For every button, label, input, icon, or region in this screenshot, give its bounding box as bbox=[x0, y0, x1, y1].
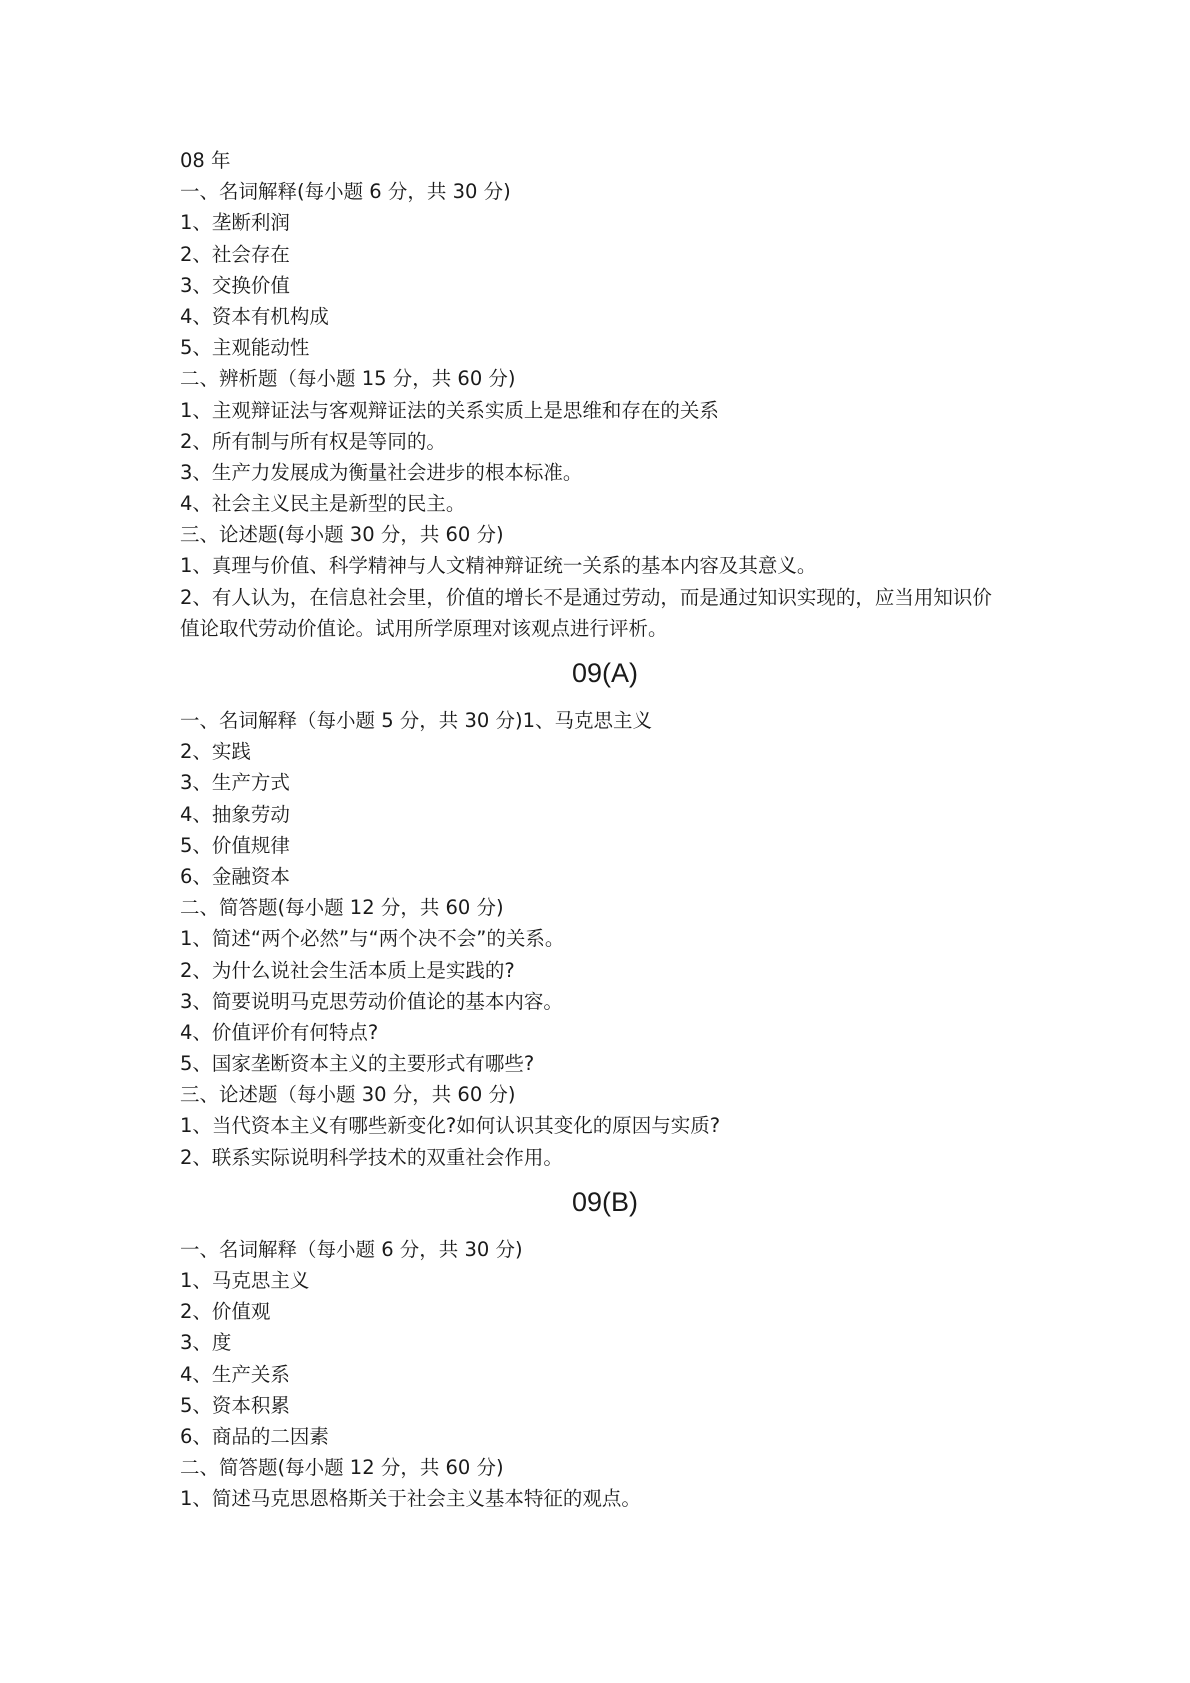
question-item: 3、生产方式 bbox=[180, 771, 290, 795]
section-title-09a: 09(A) bbox=[571, 658, 639, 689]
section-heading-terms: 一、名词解释（每小题 6 分，共 30 分) bbox=[180, 1237, 523, 1261]
question-item: 3、度 bbox=[180, 1331, 232, 1355]
document-content bbox=[180, 145, 1010, 1515]
question-item: 2、所有制与所有权是等同的。 bbox=[180, 429, 446, 453]
question-item: 5、国家垄断资本主义的主要形式有哪些? bbox=[180, 1052, 535, 1076]
question-item: 2、实践 bbox=[180, 740, 251, 764]
question-item: 2、价值观 bbox=[180, 1300, 271, 1324]
question-item: 5、主观能动性 bbox=[180, 336, 310, 360]
question-item: 1、马克思主义 bbox=[180, 1269, 310, 1293]
question-item: 4、生产关系 bbox=[180, 1362, 290, 1386]
question-item: 1、真理与价值、科学精神与人文精神辩证统一关系的基本内容及其意义。 bbox=[180, 554, 817, 578]
section-heading-essay: 三、论述题(每小题 30 分，共 60 分) bbox=[180, 523, 504, 547]
question-item: 2、有人认为，在信息社会里，价值的增长不是通过劳动，而是通过知识实现的，应当用知识价值论取代劳动价值论。试用所学原理对该观点进行评析。 bbox=[180, 585, 992, 640]
year-label-08: 08 年 bbox=[180, 149, 231, 172]
section-heading-terms: 一、名词解释（每小题 5 分，共 30 分)1、马克思主义 bbox=[180, 709, 653, 733]
question-item: 4、社会主义民主是新型的民主。 bbox=[180, 492, 466, 516]
question-item: 2、联系实际说明科学技术的双重社会作用。 bbox=[180, 1145, 563, 1169]
section-heading-essay: 三、论述题（每小题 30 分，共 60 分) bbox=[180, 1083, 516, 1107]
question-item: 4、价值评价有何特点? bbox=[180, 1020, 379, 1044]
section-heading-short-answer: 二、简答题(每小题 12 分，共 60 分) bbox=[180, 896, 504, 920]
question-item: 3、生产力发展成为衡量社会进步的根本标准。 bbox=[180, 460, 583, 484]
section-heading-analysis: 二、辨析题（每小题 15 分，共 60 分) bbox=[180, 367, 516, 391]
question-item: 4、抽象劳动 bbox=[180, 802, 290, 826]
question-item: 1、简述马克思恩格斯关于社会主义基本特征的观点。 bbox=[180, 1487, 641, 1511]
question-item: 5、资本积累 bbox=[180, 1393, 290, 1417]
question-item: 5、价值规律 bbox=[180, 833, 290, 857]
question-item: 1、主观辩证法与客观辩证法的关系实质上是思维和存在的关系 bbox=[180, 398, 719, 422]
section-heading-terms: 一、名词解释(每小题 6 分，共 30 分) bbox=[180, 180, 511, 204]
question-item: 6、金融资本 bbox=[180, 864, 290, 888]
section-heading-short-answer: 二、简答题(每小题 12 分，共 60 分) bbox=[180, 1456, 504, 1480]
section-title-09b: 09(B) bbox=[571, 1186, 639, 1217]
question-item: 3、简要说明马克思劳动价值论的基本内容。 bbox=[180, 989, 563, 1013]
question-item: 1、简述“两个必然”与“两个决不会”的关系。 bbox=[180, 927, 565, 951]
question-item: 6、商品的二因素 bbox=[180, 1424, 329, 1448]
question-item: 2、为什么说社会生活本质上是实践的? bbox=[180, 958, 515, 982]
question-item: 3、交换价值 bbox=[180, 273, 290, 297]
question-item: 1、当代资本主义有哪些新变化?如何认识其变化的原因与实质? bbox=[180, 1114, 721, 1138]
question-item: 4、资本有机构成 bbox=[180, 304, 329, 328]
question-item: 1、垄断利润 bbox=[180, 211, 290, 235]
question-item: 2、社会存在 bbox=[180, 242, 290, 266]
